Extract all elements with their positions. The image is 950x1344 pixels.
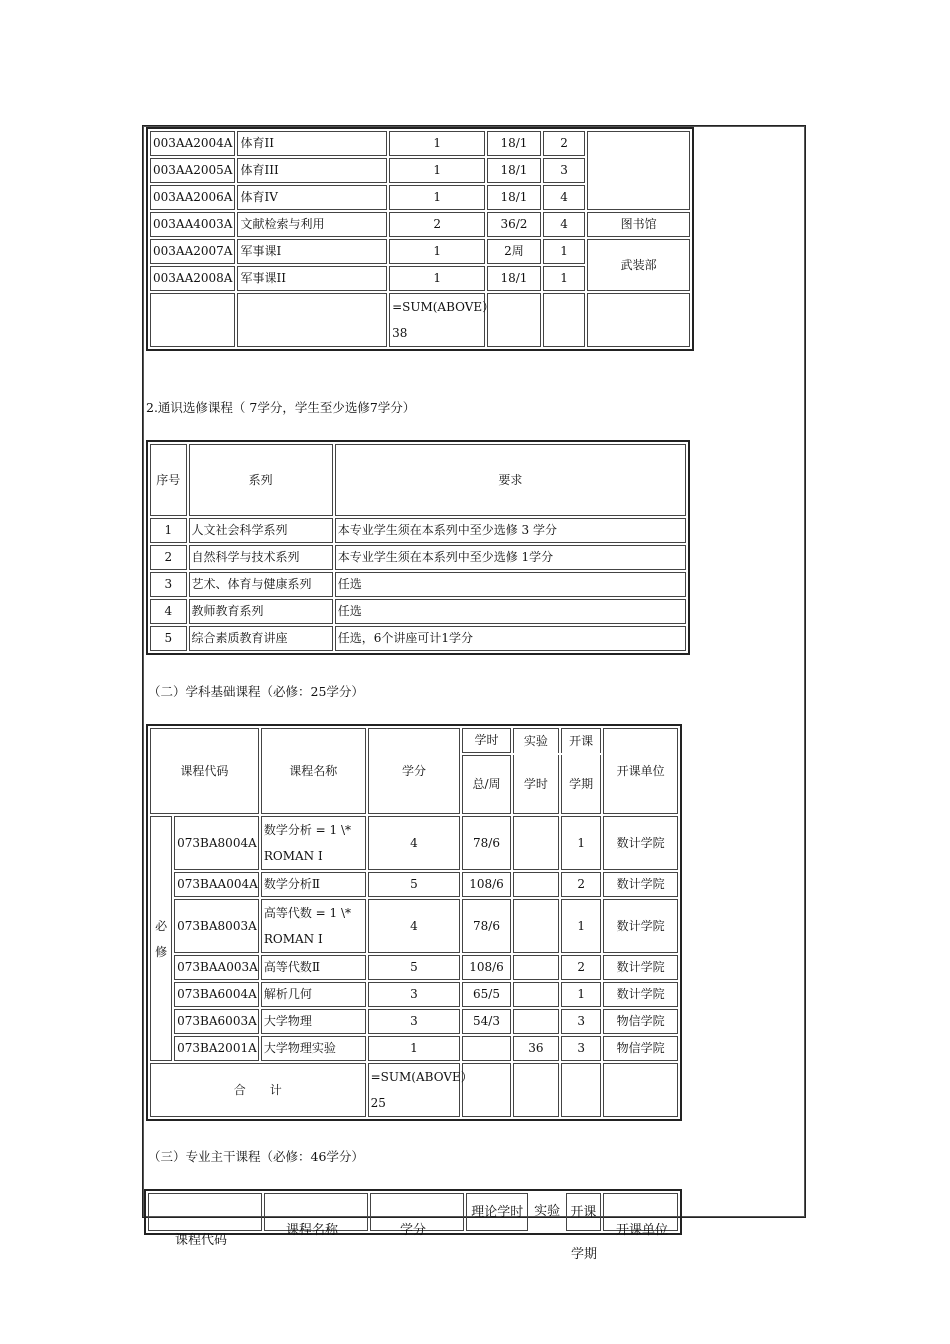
row-no: 3 xyxy=(150,572,187,597)
course-term: 3 xyxy=(561,1036,601,1061)
header-code: 课程代码 xyxy=(175,1233,228,1248)
course-credit: 1 xyxy=(368,1036,461,1061)
header-name: 课程名称 xyxy=(261,728,366,814)
header-hours: 学时 xyxy=(462,728,510,753)
course-hours: 108/6 xyxy=(462,872,510,897)
course-term: 1 xyxy=(561,816,601,870)
empty-cell xyxy=(603,1063,678,1117)
course-unit: 物信学院 xyxy=(603,1009,678,1034)
row-no: 4 xyxy=(150,599,187,624)
table-row xyxy=(150,572,686,597)
course-name: 数学分析 = 1 \* ROMAN I xyxy=(261,816,366,870)
empty-cell xyxy=(513,1063,559,1117)
course-credit: 1 xyxy=(389,266,485,291)
credit-sum: =SUM(ABOVE）38 xyxy=(389,293,485,347)
course-hours: 78/6 xyxy=(462,816,510,870)
header-term: 开课 xyxy=(566,1193,601,1231)
sum-row xyxy=(150,1063,678,1117)
course-term: 2 xyxy=(543,131,586,156)
course-code: 073BA8003A xyxy=(174,899,259,953)
course-code: 003AA2004A xyxy=(150,131,235,156)
course-lab xyxy=(513,899,559,953)
course-unit: 物信学院 xyxy=(603,1036,678,1061)
header-term: 开课 xyxy=(561,728,601,753)
table-row xyxy=(150,626,686,651)
course-unit: 数计学院 xyxy=(603,816,678,870)
header-lab: 实验 xyxy=(513,728,559,753)
table-row xyxy=(150,599,686,624)
course-credit: 3 xyxy=(368,982,461,1007)
section-title-general-elective: 2.通识选修课程（ 7学分，学生至少选修7学分） xyxy=(146,400,416,415)
empty-cell xyxy=(543,293,586,347)
table-row xyxy=(150,212,690,237)
header-lab: 实验 xyxy=(534,1204,561,1219)
header-unit: 开课单位 xyxy=(616,1223,669,1238)
header-no: 序号 xyxy=(150,444,187,516)
header-credit: 学分 xyxy=(400,1223,427,1238)
course-unit: 数计学院 xyxy=(603,899,678,953)
row-series: 教师教育系列 xyxy=(189,599,333,624)
header-term-sub: 学期 xyxy=(561,755,601,814)
row-no: 1 xyxy=(150,518,187,543)
section-title-major-core: （三）专业主干课程（必修：46学分） xyxy=(148,1149,364,1164)
header-credit: 学分 xyxy=(368,728,461,814)
course-term: 4 xyxy=(543,212,586,237)
course-name: 大学物理实验 xyxy=(261,1036,366,1061)
course-unit: 图书馆 xyxy=(587,212,690,237)
course-name: 文献检索与利用 xyxy=(237,212,387,237)
course-term: 2 xyxy=(561,872,601,897)
course-unit: 数计学院 xyxy=(603,872,678,897)
course-hours: 108/6 xyxy=(462,955,510,980)
header-series: 系列 xyxy=(189,444,333,516)
row-series: 综合素质教育讲座 xyxy=(189,626,333,651)
discipline-basic-table xyxy=(146,724,682,1121)
course-hours: 78/6 xyxy=(462,899,510,953)
course-name: 军事课II xyxy=(237,266,387,291)
table-row xyxy=(150,518,686,543)
course-name: 体育II xyxy=(237,131,387,156)
course-name: 高等代数 = 1 \* ROMAN I xyxy=(261,899,366,953)
row-series: 人文社会科学系列 xyxy=(189,518,333,543)
course-hours xyxy=(462,1036,510,1061)
credit-sum: =SUM(ABOVE）25 xyxy=(368,1063,461,1117)
course-credit: 2 xyxy=(389,212,485,237)
table-header-row xyxy=(150,728,678,753)
course-code: 073BA8004A xyxy=(174,816,259,870)
course-credit: 5 xyxy=(368,955,461,980)
course-term: 3 xyxy=(561,1009,601,1034)
course-hours: 2周 xyxy=(487,239,540,264)
sum-row xyxy=(150,293,690,347)
course-hours: 18/1 xyxy=(487,131,540,156)
course-term: 2 xyxy=(561,955,601,980)
course-hours: 18/1 xyxy=(487,266,540,291)
course-term: 1 xyxy=(543,239,586,264)
required-label: 必修 xyxy=(150,816,172,1061)
empty-cell xyxy=(150,293,235,347)
table-row xyxy=(150,1036,678,1061)
header-term-sub: 学期 xyxy=(571,1247,598,1262)
course-credit: 3 xyxy=(368,1009,461,1034)
course-credit: 4 xyxy=(368,899,461,953)
table-row xyxy=(150,545,686,570)
course-name: 高等代数Ⅱ xyxy=(261,955,366,980)
row-requirement: 本专业学生须在本系列中至少选修 1学分 xyxy=(335,545,686,570)
course-credit: 5 xyxy=(368,872,461,897)
course-credit: 1 xyxy=(389,158,485,183)
total-label: 合 计 xyxy=(150,1063,366,1117)
course-code: 003AA2007A xyxy=(150,239,235,264)
course-code: 073BAA004A xyxy=(174,872,259,897)
course-credit: 1 xyxy=(389,185,485,210)
course-term: 1 xyxy=(561,899,601,953)
header-hours-sub: 总/周 xyxy=(462,755,510,814)
row-requirement: 任选，6个讲座可计1学分 xyxy=(335,626,686,651)
course-code: 003AA2008A xyxy=(150,266,235,291)
course-unit: 数计学院 xyxy=(603,982,678,1007)
table-row xyxy=(150,1009,678,1034)
course-name: 数学分析Ⅱ xyxy=(261,872,366,897)
table-row xyxy=(150,816,678,870)
header-theory-hours: 理论学时 xyxy=(466,1193,528,1231)
course-code: 003AA2005A xyxy=(150,158,235,183)
header-requirement: 要求 xyxy=(335,444,686,516)
course-lab xyxy=(513,982,559,1007)
table-row xyxy=(150,239,690,264)
empty-cell xyxy=(237,293,387,347)
course-unit: 数计学院 xyxy=(603,955,678,980)
header-lab-sub: 学时 xyxy=(513,755,559,814)
table-header-row xyxy=(150,444,686,516)
header-code: 课程代码 xyxy=(150,728,259,814)
course-code: 073BAA003A xyxy=(174,955,259,980)
course-code: 073BA2001A xyxy=(174,1036,259,1061)
course-lab xyxy=(513,816,559,870)
course-name: 体育IV xyxy=(237,185,387,210)
table-row xyxy=(150,982,678,1007)
pe-course-table xyxy=(146,127,694,351)
course-lab xyxy=(513,955,559,980)
header-code-cell xyxy=(148,1193,262,1231)
course-lab: 36 xyxy=(513,1036,559,1061)
header-unit: 开课单位 xyxy=(603,728,678,814)
row-series: 自然科学与技术系列 xyxy=(189,545,333,570)
course-term: 1 xyxy=(543,266,586,291)
header-name: 课程名称 xyxy=(286,1223,339,1238)
course-name: 体育III xyxy=(237,158,387,183)
course-term: 4 xyxy=(543,185,586,210)
course-code: 003AA2006A xyxy=(150,185,235,210)
course-lab xyxy=(513,1009,559,1034)
course-lab xyxy=(513,872,559,897)
course-hours: 18/1 xyxy=(487,185,540,210)
course-credit: 4 xyxy=(368,816,461,870)
table-row xyxy=(150,872,678,897)
course-code: 073BA6003A xyxy=(174,1009,259,1034)
row-series: 艺术、体育与健康系列 xyxy=(189,572,333,597)
row-no: 5 xyxy=(150,626,187,651)
course-name: 大学物理 xyxy=(261,1009,366,1034)
course-hours: 54/3 xyxy=(462,1009,510,1034)
table-row xyxy=(150,955,678,980)
course-code: 073BA6004A xyxy=(174,982,259,1007)
course-hours: 65/5 xyxy=(462,982,510,1007)
row-requirement: 任选 xyxy=(335,599,686,624)
course-term: 3 xyxy=(543,158,586,183)
empty-cell xyxy=(587,293,690,347)
empty-cell xyxy=(487,293,540,347)
course-name: 军事课I xyxy=(237,239,387,264)
table-row xyxy=(150,131,690,156)
course-credit: 1 xyxy=(389,131,485,156)
course-credit: 1 xyxy=(389,239,485,264)
course-hours: 36/2 xyxy=(487,212,540,237)
row-requirement: 本专业学生须在本系列中至少选修 3 学分 xyxy=(335,518,686,543)
elective-series-table xyxy=(146,440,690,655)
empty-cell xyxy=(561,1063,601,1117)
course-name: 解析几何 xyxy=(261,982,366,1007)
section-title-discipline-basic: （二）学科基础课程（必修：25学分） xyxy=(148,684,364,699)
course-unit: 武装部 xyxy=(587,239,690,291)
course-code: 003AA4003A xyxy=(150,212,235,237)
course-term: 1 xyxy=(561,982,601,1007)
table-row xyxy=(150,899,678,953)
course-unit-empty xyxy=(587,131,690,210)
row-no: 2 xyxy=(150,545,187,570)
row-requirement: 任选 xyxy=(335,572,686,597)
course-hours: 18/1 xyxy=(487,158,540,183)
